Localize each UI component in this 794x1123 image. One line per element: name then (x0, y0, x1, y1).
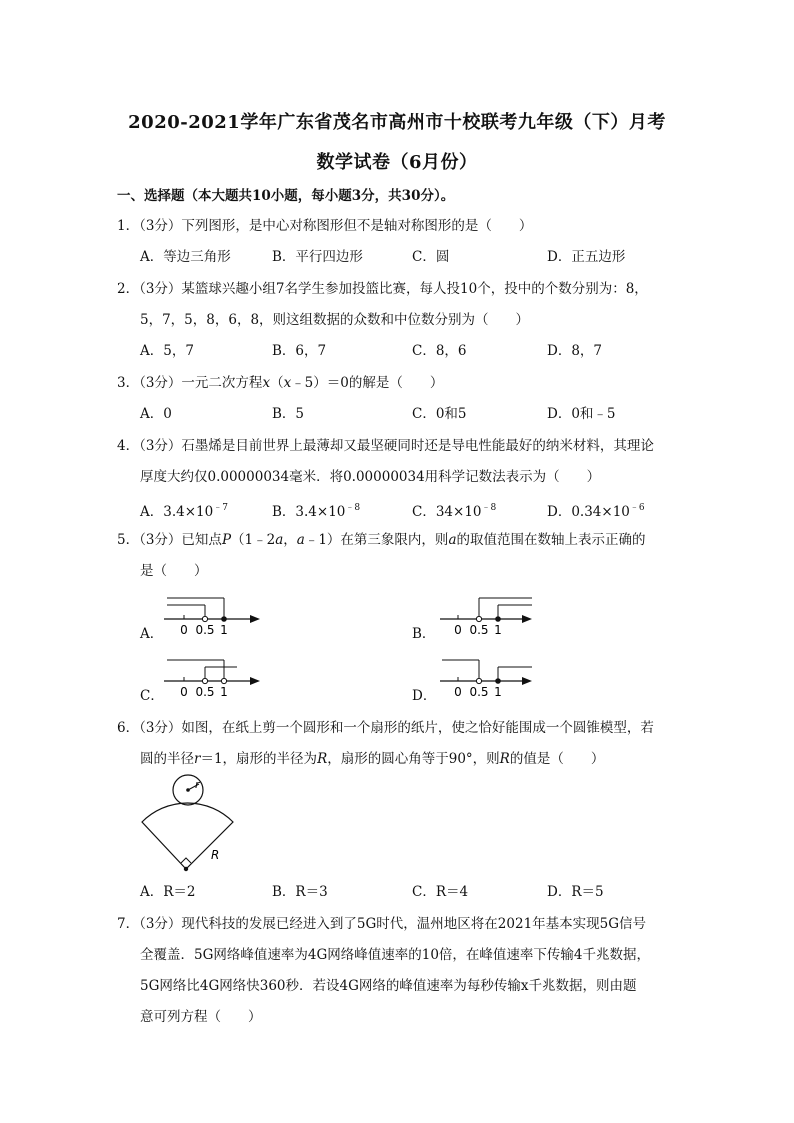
q5-a-tick-1: 1 (220, 623, 228, 637)
q5-b-tick-05: 0.5 (469, 623, 489, 637)
q3-option-a: A．0 (140, 406, 172, 422)
q5-stem-a: 5．（3分）已知点 (117, 532, 222, 548)
q5-number-line-a (162, 592, 262, 640)
q2-stem-line1: 2．（3分）某篮球兴趣小组7名学生参加投篮比赛，每人投10个，投中的个数分别为：8， (117, 281, 648, 297)
q5-b-tick-0: 0 (454, 623, 462, 637)
q4-option-c-base: C．34×10 (412, 504, 482, 520)
q6-stem-line2 (140, 749, 604, 769)
q5-var-a1: a (275, 532, 284, 548)
q7-stem-line3: 5G网络比4G网络快360秒．若设4G网络的峰值速率为每秒传输x千兆数据，则由题 (140, 978, 637, 994)
q5-d-tick-05: 0.5 (469, 685, 489, 699)
q6-option-a: A．R＝2 (140, 884, 196, 900)
q3-stem-b: （ (270, 375, 284, 391)
q4-option-b-base: B．3.4×10 (272, 504, 346, 520)
paper-title-line1: 2020-2021学年广东省茂名市高州市十校联考九年级（下）月考 (128, 112, 666, 133)
q2-option-b: B．6，7 (272, 343, 327, 359)
q2-option-d: D．8，7 (547, 343, 603, 359)
q5-c-tick-1: 1 (220, 685, 228, 699)
q3-stem-a: 3．（3分）一元二次方程 (117, 375, 263, 391)
q5-a-tick-05: 0.5 (195, 623, 215, 637)
q3-option-d: D．0和﹣5 (547, 406, 616, 422)
section-heading: 一、选择题（本大题共10小题，每小题3分，共30分）。 (117, 188, 455, 204)
q7-stem-line4: 意可列方程（ ） (140, 1009, 262, 1025)
q1-options (140, 247, 700, 267)
q6-var-r: r (194, 751, 201, 767)
q7-stem-line2: 全覆盖．5G网络峰值速率为4G网络峰值速率的10倍，在峰值速率下传输4千兆数据， (140, 947, 651, 963)
q3-var-x2: x (283, 375, 292, 391)
q4-option-d-exp: ﹣6 (629, 503, 645, 513)
q4-stem-line2: 厚度大约仅0.00000034毫米．将0.00000034用科学记数法表示为（ ） (140, 469, 601, 485)
q6-fig-label-r: r (195, 778, 200, 791)
q1-option-b: B．平行四边形 (272, 249, 363, 265)
q5-stem-line1 (117, 530, 646, 550)
q1-option-d: D．正五边形 (547, 249, 626, 265)
q2-stem-line2: 5，7，5，8，6，8，则这组数据的众数和中位数分别为（ ） (140, 312, 530, 328)
q6-stem-line1: 6．（3分）如图，在纸上剪一个圆形和一个扇形的纸片，使之恰好能围成一个圆锥模型，若 (117, 720, 654, 736)
q6-line2-a: 圆的半径 (140, 751, 194, 767)
q2-option-c: C．8，6 (412, 343, 467, 359)
q4-option-d-base: D．0.34×10 (547, 504, 630, 520)
q5-var-p: P (221, 532, 232, 548)
q6-line2-d: 的值是（ ） (509, 751, 605, 767)
q6-line2-c: ，扇形的圆心角等于90°，则 (327, 751, 500, 767)
q2-options (140, 341, 700, 361)
q2-option-a: A．5，7 (140, 343, 194, 359)
q5-stem-d: ﹣1）在第三象限内，则 (304, 532, 449, 548)
q6-fig-label-R: R (211, 848, 220, 862)
q4-option-b-exp: ﹣8 (345, 503, 361, 513)
q4-option-b (272, 498, 360, 522)
q5-a-tick-0: 0 (180, 623, 188, 637)
q6-options (140, 882, 700, 902)
q6-cone-figure (135, 772, 245, 878)
q5-option-b-label: B． (412, 626, 436, 642)
q6-line2-b: ＝1，扇形的半径为 (200, 751, 318, 767)
q5-c-tick-05: 0.5 (195, 685, 215, 699)
q5-d-tick-1: 1 (494, 685, 502, 699)
q6-option-b: B．R＝3 (272, 884, 328, 900)
q5-option-a-label: A． (140, 626, 164, 642)
q4-option-a-base: A．3.4×10 (140, 504, 214, 520)
q4-option-c (412, 498, 496, 522)
q6-var-R2: R (499, 751, 510, 767)
paper-title-line2: 数学试卷（6月份） (316, 152, 478, 173)
q5-stem-e: 的取值范围在数轴上表示正确的 (456, 532, 646, 548)
q1-stem: 1．（3分）下列图形，是中心对称图形但不是轴对称图形的是（ ） (117, 218, 533, 234)
q4-stem-line1: 4．（3分）石墨烯是目前世界上最薄却又最坚硬同时还是导电性能最好的纳米材料，其理论 (117, 438, 654, 454)
q1-option-c: C．圆 (412, 249, 450, 265)
q5-stem-c: ， (283, 532, 297, 548)
q3-option-c: C．0和5 (412, 406, 467, 422)
q4-option-a (140, 498, 228, 522)
q4-option-a-exp: ﹣7 (213, 503, 228, 513)
q3-option-b: B．5 (272, 406, 305, 422)
q5-number-line-d (438, 654, 538, 702)
q5-number-line-b (438, 592, 538, 640)
q5-var-a2: a (296, 532, 305, 548)
q5-number-line-c (162, 654, 262, 702)
q6-option-c: C．R＝4 (412, 884, 469, 900)
q3-var-x: x (262, 375, 271, 391)
q5-b-tick-1: 1 (494, 623, 502, 637)
q6-var-R1: R (317, 751, 328, 767)
q5-c-tick-0: 0 (180, 685, 188, 699)
q5-option-d-label: D． (412, 688, 437, 704)
q5-stem-line2: 是（ ） (140, 563, 208, 579)
q7-stem-line1: 7．（3分）现代科技的发展已经进入到了5G时代，温州地区将在2021年基本实现5G信号 (117, 916, 647, 932)
q4-options (140, 498, 700, 518)
q5-stem-b: （1﹣2 (231, 532, 276, 548)
q3-stem-c: ﹣5）＝0的解是（ ） (291, 375, 444, 391)
q4-option-d (547, 498, 645, 522)
q5-var-a3: a (448, 532, 457, 548)
q3-options (140, 404, 700, 424)
q4-option-c-exp: ﹣8 (481, 503, 497, 513)
q3-stem (117, 373, 443, 393)
q1-option-a: A．等边三角形 (140, 249, 231, 265)
q5-option-c-label: C． (140, 688, 164, 704)
q6-option-d: D．R＝5 (547, 884, 604, 900)
q5-d-tick-0: 0 (454, 685, 462, 699)
